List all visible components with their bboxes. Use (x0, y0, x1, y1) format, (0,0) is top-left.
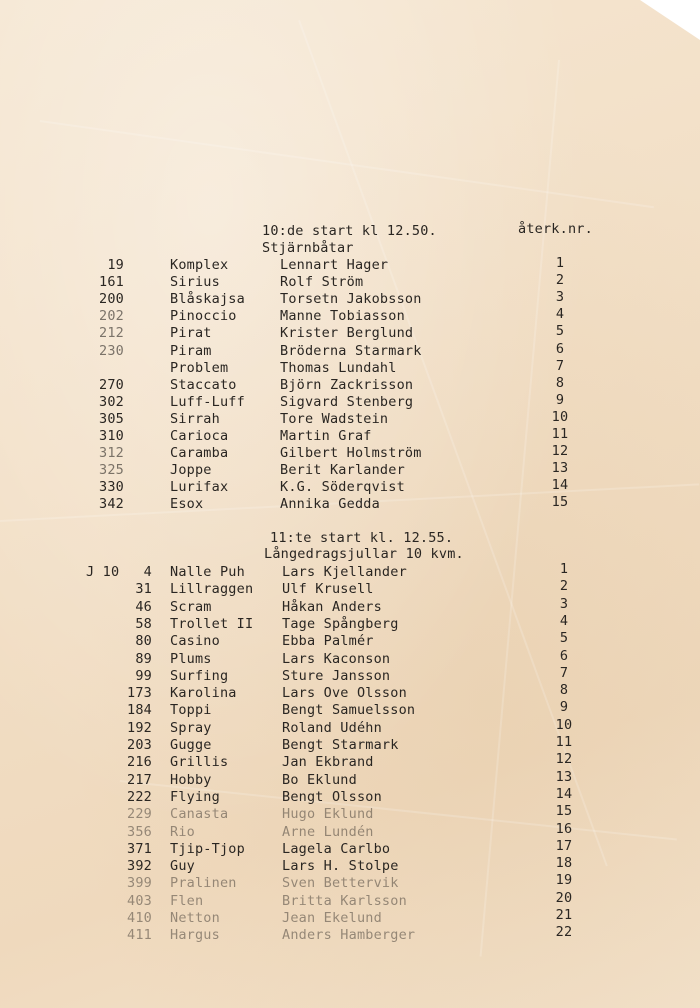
boat-name: Piram (170, 343, 212, 359)
return-number: 12 (555, 751, 573, 767)
return-number: 8 (555, 375, 565, 391)
sail-number: 325 (99, 462, 124, 478)
skipper-name: Tage Spångberg (282, 616, 399, 632)
sail-number: 217 (127, 772, 152, 788)
return-number: 1 (559, 561, 569, 577)
boat-name: Canasta (170, 806, 229, 822)
sail-number: 371 (127, 841, 152, 857)
return-number: 13 (551, 460, 569, 476)
skipper-name: Martin Graf (280, 428, 372, 444)
boat-name: Joppe (170, 462, 212, 478)
sail-number: 342 (99, 496, 124, 512)
return-number: 10 (555, 717, 573, 733)
boat-name: Carioca (170, 428, 229, 444)
return-number: 1 (555, 255, 565, 271)
boat-name: Guy (170, 858, 195, 874)
sail-number: 230 (99, 343, 124, 359)
skipper-name: Lagela Carlbo (282, 841, 391, 857)
sail-number: 80 (135, 633, 152, 649)
skipper-name: Ebba Palmér (282, 633, 374, 649)
skipper-name: Hugo Eklund (282, 806, 374, 822)
paper-crease (40, 120, 654, 208)
skipper-name: K.G. Söderqvist (280, 479, 405, 495)
boat-name: Nalle Puh (170, 564, 245, 580)
sail-number: 19 (107, 257, 124, 273)
sail-number: 4 (143, 564, 152, 580)
skipper-name: Sven Bettervik (282, 875, 399, 891)
sail-number: 270 (99, 377, 124, 393)
boat-name: Staccato (170, 377, 237, 393)
boat-name: Trollet II (170, 616, 254, 632)
boat-name: Sirrah (170, 411, 220, 427)
class-prefix: J 10 (86, 564, 120, 580)
return-number: 9 (559, 699, 569, 715)
return-number: 14 (555, 786, 573, 802)
boat-name: Tjip-Tjop (170, 841, 245, 857)
return-number: 6 (555, 341, 565, 357)
skipper-name: Bengt Olsson (282, 789, 382, 805)
skipper-name: Arne Lundén (282, 824, 374, 840)
skipper-name: Anders Hamberger (282, 927, 416, 943)
return-number: 7 (555, 358, 565, 374)
sail-number: 330 (99, 479, 124, 495)
return-number: 11 (551, 426, 569, 442)
skipper-name: Håkan Anders (282, 599, 382, 615)
boat-name: Pinoccio (170, 308, 237, 324)
boat-name: Flen (170, 893, 204, 909)
boat-name: Pralinen (170, 875, 237, 891)
return-number: 2 (559, 578, 569, 594)
boat-name: Caramba (170, 445, 229, 461)
return-number: 5 (559, 630, 569, 646)
skipper-name: Lars Ove Olsson (282, 685, 407, 701)
return-number: 8 (559, 682, 569, 698)
sail-number: 58 (135, 616, 152, 632)
sail-number: 356 (127, 824, 152, 840)
sail-number: 222 (127, 789, 152, 805)
star-boats-class: Stjärnbåtar (262, 240, 354, 256)
skipper-name: Sture Jansson (282, 668, 391, 684)
skipper-name: Lars H. Stolpe (282, 858, 399, 874)
skipper-name: Bo Eklund (282, 772, 357, 788)
return-number: 5 (555, 323, 565, 339)
return-number: 2 (555, 272, 565, 288)
boat-name: Hobby (170, 772, 212, 788)
skipper-name: Lars Kaconson (282, 651, 391, 667)
return-number-label: återk.nr. (518, 221, 593, 237)
skipper-name: Björn Zackrisson (280, 377, 414, 393)
boat-name: Karolina (170, 685, 237, 701)
torn-corner (640, 0, 700, 40)
boat-name: Luff-Luff (170, 394, 245, 410)
sail-number: 403 (127, 893, 152, 909)
skipper-name: Thomas Lundahl (280, 360, 397, 376)
boat-name: Sirius (170, 274, 220, 290)
boat-name: Scram (170, 599, 212, 615)
return-number: 21 (555, 907, 573, 923)
boat-name: Blåskajsa (170, 291, 245, 307)
sail-number: 305 (99, 411, 124, 427)
boat-name: Netton (170, 910, 220, 926)
sail-number: 203 (127, 737, 152, 753)
return-number: 11 (555, 734, 573, 750)
boat-name: Spray (170, 720, 212, 736)
skipper-name: Lennart Hager (280, 257, 389, 273)
sail-number: 399 (127, 875, 152, 891)
return-number: 22 (555, 924, 573, 940)
sail-number: 173 (127, 685, 152, 701)
sail-number: 410 (127, 910, 152, 926)
return-number: 10 (551, 409, 569, 425)
return-number: 7 (559, 665, 569, 681)
return-number: 9 (555, 392, 565, 408)
skipper-name: Sigvard Stenberg (280, 394, 414, 410)
start-11-heading: 11:te start kl. 12.55. (270, 530, 454, 546)
boat-name: Plums (170, 651, 212, 667)
boat-name: Hargus (170, 927, 220, 943)
skipper-name: Ulf Krusell (282, 581, 374, 597)
return-number: 19 (555, 872, 573, 888)
boat-name: Flying (170, 789, 220, 805)
skipper-name: Tore Wadstein (280, 411, 389, 427)
boat-name: Lurifax (170, 479, 229, 495)
sail-number: 89 (135, 651, 152, 667)
boat-name: Casino (170, 633, 220, 649)
dinghy-class: Långedragsjullar 10 kvm. (264, 546, 464, 562)
boat-name: Surfing (170, 668, 229, 684)
sail-number: 46 (135, 599, 152, 615)
sail-number: 392 (127, 858, 152, 874)
sail-number: 200 (99, 291, 124, 307)
sail-number: 312 (99, 445, 124, 461)
sail-number: 161 (99, 274, 124, 290)
sail-number: 184 (127, 702, 152, 718)
skipper-name: Berit Karlander (280, 462, 405, 478)
boat-name: Gugge (170, 737, 212, 753)
skipper-name: Bröderna Starmark (280, 343, 422, 359)
return-number: 20 (555, 890, 573, 906)
boat-name: Rio (170, 824, 195, 840)
sail-number: 411 (127, 927, 152, 943)
return-number: 4 (555, 306, 565, 322)
return-number: 3 (559, 596, 569, 612)
sail-number: 99 (135, 668, 152, 684)
boat-name: Toppi (170, 702, 212, 718)
return-number: 15 (555, 803, 573, 819)
return-number: 4 (559, 613, 569, 629)
skipper-name: Annika Gedda (280, 496, 380, 512)
skipper-name: Krister Berglund (280, 325, 414, 341)
sail-number: 302 (99, 394, 124, 410)
skipper-name: Britta Karlsson (282, 893, 407, 909)
skipper-name: Manne Tobiasson (280, 308, 405, 324)
return-number: 17 (555, 838, 573, 854)
return-number: 15 (551, 494, 569, 510)
return-number: 14 (551, 477, 569, 493)
skipper-name: Bengt Starmark (282, 737, 399, 753)
skipper-name: Rolf Ström (280, 274, 364, 290)
start-10-heading: 10:de start kl 12.50. (262, 223, 437, 239)
boat-name: Esox (170, 496, 204, 512)
return-number: 16 (555, 821, 573, 837)
boat-name: Lillraggen (170, 581, 254, 597)
return-number: 13 (555, 769, 573, 785)
skipper-name: Jean Ekelund (282, 910, 382, 926)
return-number: 6 (559, 648, 569, 664)
return-number: 3 (555, 289, 565, 305)
skipper-name: Gilbert Holmström (280, 445, 422, 461)
boat-name: Komplex (170, 257, 229, 273)
return-number: 18 (555, 855, 573, 871)
skipper-name: Torsetn Jakobsson (280, 291, 422, 307)
skipper-name: Roland Udéhn (282, 720, 382, 736)
skipper-name: Lars Kjellander (282, 564, 407, 580)
sail-number: 31 (135, 581, 152, 597)
skipper-name: Jan Ekbrand (282, 754, 374, 770)
sail-number: 212 (99, 325, 124, 341)
sail-number: 192 (127, 720, 152, 736)
sail-number: 202 (99, 308, 124, 324)
sail-number: 310 (99, 428, 124, 444)
sail-number: 216 (127, 754, 152, 770)
boat-name: Grillis (170, 754, 229, 770)
boat-name: Problem (170, 360, 229, 376)
sail-number: 229 (127, 806, 152, 822)
skipper-name: Bengt Samuelsson (282, 702, 416, 718)
return-number: 12 (551, 443, 569, 459)
boat-name: Pirat (170, 325, 212, 341)
